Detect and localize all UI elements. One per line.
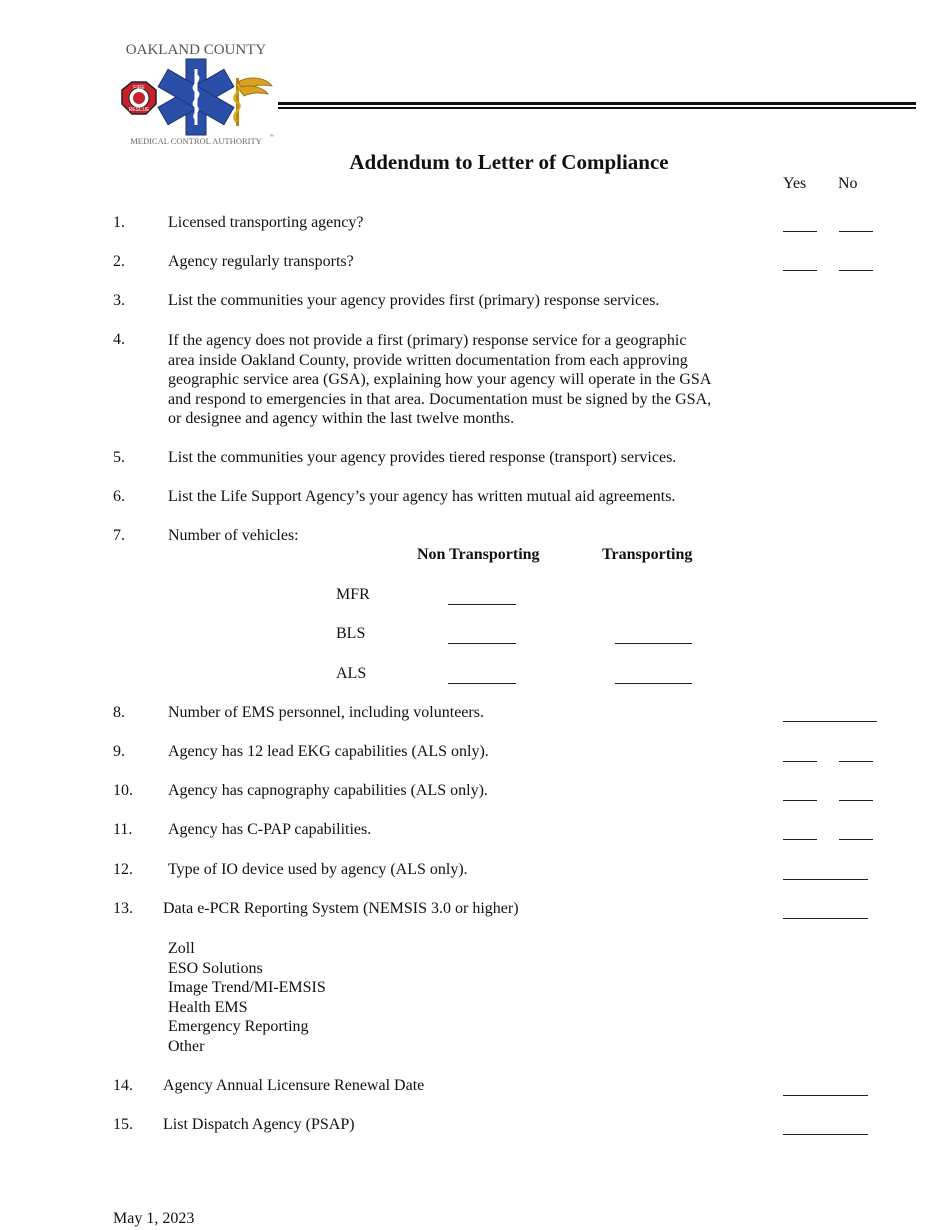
item-1-number: 1. bbox=[113, 214, 125, 231]
item-15-text: List Dispatch Agency (PSAP) bbox=[163, 1116, 355, 1133]
item-13-text: Data e-PCR Reporting System (NEMSIS 3.0 or higher) bbox=[163, 900, 519, 917]
mfr-non-transporting-blank[interactable] bbox=[448, 604, 516, 605]
item-14-number: 14. bbox=[113, 1077, 133, 1094]
item-10-number: 10. bbox=[113, 782, 133, 799]
logo-top-text: OAKLAND COUNTY bbox=[125, 42, 267, 58]
item-13-answer-blank[interactable] bbox=[783, 918, 868, 919]
item-9-text: Agency has 12 lead EKG capabilities (ALS only). bbox=[168, 743, 489, 760]
item-10-no-blank[interactable] bbox=[839, 800, 873, 801]
item-4-line: or designee and agency within the last twelve months. bbox=[168, 410, 515, 428]
item-1-yes-blank[interactable] bbox=[783, 231, 817, 232]
item-9-number: 9. bbox=[113, 743, 125, 760]
badge-text-top: FIRE bbox=[133, 85, 145, 91]
item-2-number: 2. bbox=[113, 253, 125, 270]
epcr-option: Emergency Reporting bbox=[168, 1018, 309, 1036]
als-transporting-blank[interactable] bbox=[615, 683, 692, 684]
item-7-text: Number of vehicles: bbox=[168, 527, 299, 544]
page-title: Addendum to Letter of Compliance bbox=[349, 150, 669, 174]
item-11-text: Agency has C-PAP capabilities. bbox=[168, 821, 372, 838]
bls-non-transporting-blank[interactable] bbox=[448, 643, 516, 644]
item-2-yes-blank[interactable] bbox=[783, 270, 817, 271]
item-8-number: 8. bbox=[113, 704, 125, 721]
transporting-header: Transporting bbox=[602, 546, 693, 563]
item-4-line: and respond to emergencies in that area. Documentation must be signed by the GSA, bbox=[168, 390, 712, 408]
header-rule-thin bbox=[278, 107, 916, 109]
caduceus-icon bbox=[234, 78, 272, 126]
epcr-option: Health EMS bbox=[168, 998, 248, 1016]
non-transporting-header: Non Transporting bbox=[417, 546, 540, 563]
vehicle-row-label-bls: BLS bbox=[336, 625, 366, 642]
epcr-option: Image Trend/MI-EMSIS bbox=[168, 979, 326, 997]
fire-rescue-badge-icon bbox=[122, 82, 156, 114]
item-8-answer-blank[interactable] bbox=[783, 721, 877, 722]
item-4-line: If the agency does not provide a first (primary) response service for a geographic bbox=[168, 332, 687, 349]
item-3-number: 3. bbox=[113, 292, 125, 309]
item-1-no-blank[interactable] bbox=[839, 231, 873, 232]
no-column-label: No bbox=[838, 175, 858, 192]
item-1-text: Licensed transporting agency? bbox=[168, 214, 364, 231]
item-9-yes-blank[interactable] bbox=[783, 761, 817, 762]
item-8-text: Number of EMS personnel, including volunteers. bbox=[168, 704, 484, 721]
item-5-text: List the communities your agency provides tiered response (transport) services. bbox=[168, 449, 677, 466]
item-12-answer-blank[interactable] bbox=[783, 879, 868, 880]
header-rule-thick bbox=[278, 102, 916, 105]
item-5-number: 5. bbox=[113, 449, 125, 466]
item-14-answer-blank[interactable] bbox=[783, 1095, 868, 1096]
item-6-text: List the Life Support Agency’s your agency has written mutual aid agreements. bbox=[168, 488, 676, 505]
item-2-no-blank[interactable] bbox=[839, 270, 873, 271]
item-4-line: geographic service area (GSA), explaining how your agency will operate in the GSA bbox=[168, 371, 712, 389]
item-3-text: List the communities your agency provides first (primary) response services. bbox=[168, 292, 660, 309]
item-2-text: Agency regularly transports? bbox=[168, 253, 354, 270]
epcr-option: Zoll bbox=[168, 940, 195, 957]
item-12-number: 12. bbox=[113, 861, 133, 878]
item-4-text bbox=[168, 331, 758, 429]
item-6-number: 6. bbox=[113, 488, 125, 505]
item-9-no-blank[interactable] bbox=[839, 761, 873, 762]
item-15-answer-blank[interactable] bbox=[783, 1134, 868, 1135]
item-7-number: 7. bbox=[113, 527, 125, 544]
item-14-text: Agency Annual Licensure Renewal Date bbox=[163, 1077, 425, 1094]
footer-date: May 1, 2023 bbox=[113, 1210, 195, 1227]
item-15-number: 15. bbox=[113, 1116, 133, 1133]
item-10-yes-blank[interactable] bbox=[783, 800, 817, 801]
item-4-line: area inside Oakland County, provide written documentation from each approving bbox=[168, 351, 688, 369]
badge-text-bottom: RESCUE bbox=[128, 107, 150, 113]
epcr-option: ESO Solutions bbox=[168, 959, 263, 977]
vehicle-row-label-als: ALS bbox=[336, 665, 367, 682]
logo-bottom-text: MEDICAL CONTROL AUTHORITY bbox=[130, 136, 262, 146]
trademark-symbol: ™ bbox=[269, 134, 274, 140]
yes-column-label: Yes bbox=[783, 175, 807, 192]
item-10-text: Agency has capnography capabilities (ALS only). bbox=[168, 782, 488, 799]
item-11-no-blank[interactable] bbox=[839, 839, 873, 840]
epcr-options-list bbox=[168, 939, 326, 1057]
item-4-number: 4. bbox=[113, 331, 125, 348]
item-13-number: 13. bbox=[113, 900, 133, 917]
epcr-option: Other bbox=[168, 1037, 205, 1055]
als-non-transporting-blank[interactable] bbox=[448, 683, 516, 684]
item-11-number: 11. bbox=[113, 821, 133, 838]
item-11-yes-blank[interactable] bbox=[783, 839, 817, 840]
item-12-text: Type of IO device used by agency (ALS only). bbox=[168, 861, 468, 878]
star-of-life-icon bbox=[158, 59, 234, 135]
bls-transporting-blank[interactable] bbox=[615, 643, 692, 644]
vehicle-row-label-mfr: MFR bbox=[336, 586, 370, 603]
oakland-county-mca-logo bbox=[116, 38, 276, 150]
